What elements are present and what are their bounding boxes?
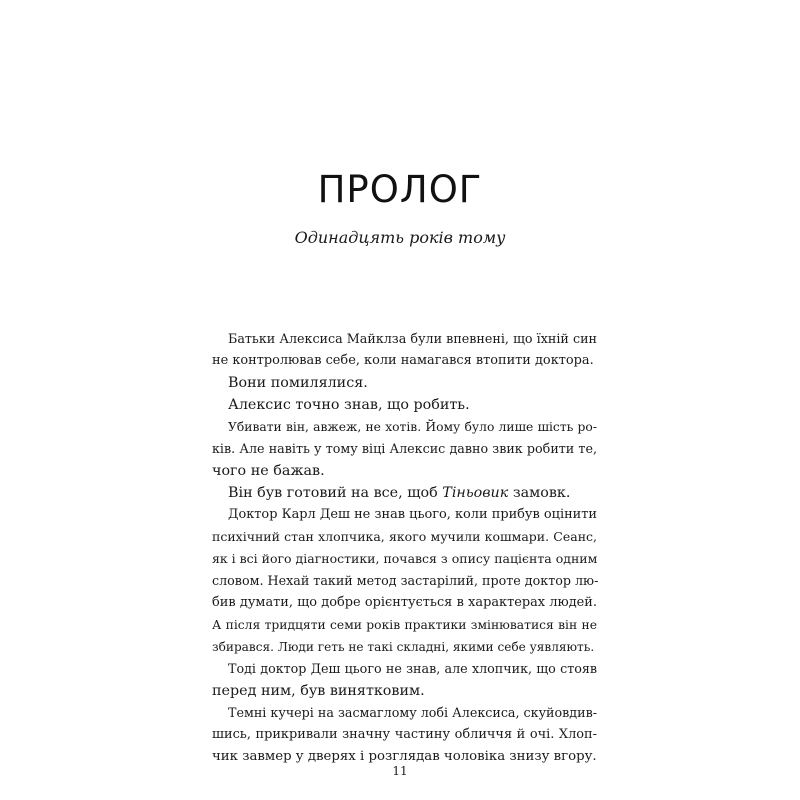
text-line: збирався. Люди геть не такі складні, якими себе уявляють. xyxy=(212,640,595,654)
body-text xyxy=(212,328,597,768)
text-line: Тоді доктор Деш цього не знав, але хлопчик, що стояв xyxy=(228,661,597,676)
text-line: Доктор Карл Деш не знав цього, коли прибув оцінити xyxy=(228,507,597,522)
chapter-title: ПРОЛОГ xyxy=(317,168,483,211)
page-number: 11 xyxy=(392,764,408,778)
text-line: бив думати, що добре орієнтується в характерах людей. xyxy=(212,595,597,610)
text-run: Він був готовий на все, щоб xyxy=(228,485,438,501)
text-line: як і всі його діагностики, почався з опису пацієнта одним xyxy=(212,551,598,566)
text-line: не контролював себе, коли намагався втопити доктора. xyxy=(212,353,594,368)
text-line: Алексис точно знав, що робить. xyxy=(228,397,470,413)
text-run: замовк. xyxy=(512,485,571,501)
text-line: чого не бажав. xyxy=(212,463,325,479)
text-line-with-emphasis xyxy=(212,482,597,504)
text-line: Батьки Алексиса Майклза були впевнені, що їхній син xyxy=(228,331,597,346)
text-line: Темні кучері на засмаглому лобі Алексиса, скуйовдив- xyxy=(228,705,597,720)
emphasis-tinovyk: Тіньовик xyxy=(442,485,509,501)
text-line: психічний стан хлопчика, якого мучили кошмари. Сеанс, xyxy=(212,529,597,544)
text-line: ків. Але навіть у тому віці Алексис давно звик робити те, xyxy=(212,441,597,456)
text-line: А після тридцяти семи років практики змінюватися він не xyxy=(212,618,597,632)
text-line: перед ним, був винятковим. xyxy=(212,683,425,699)
text-line: шись, прикривали значну частину обличчя й очі. Хлоп- xyxy=(212,727,597,742)
chapter-subtitle: Одинадцять років тому xyxy=(294,228,506,247)
text-line: Вони помилялися. xyxy=(228,375,368,391)
text-line: словом. Нехай такий метод застарілий, проте доктор лю- xyxy=(212,573,599,588)
text-line: Убивати він, авжеж, не хотів. Йому було лише шість ро- xyxy=(228,420,597,434)
text-line: чик завмер у дверях і розглядав чоловіка знизу вгору. xyxy=(212,749,597,764)
